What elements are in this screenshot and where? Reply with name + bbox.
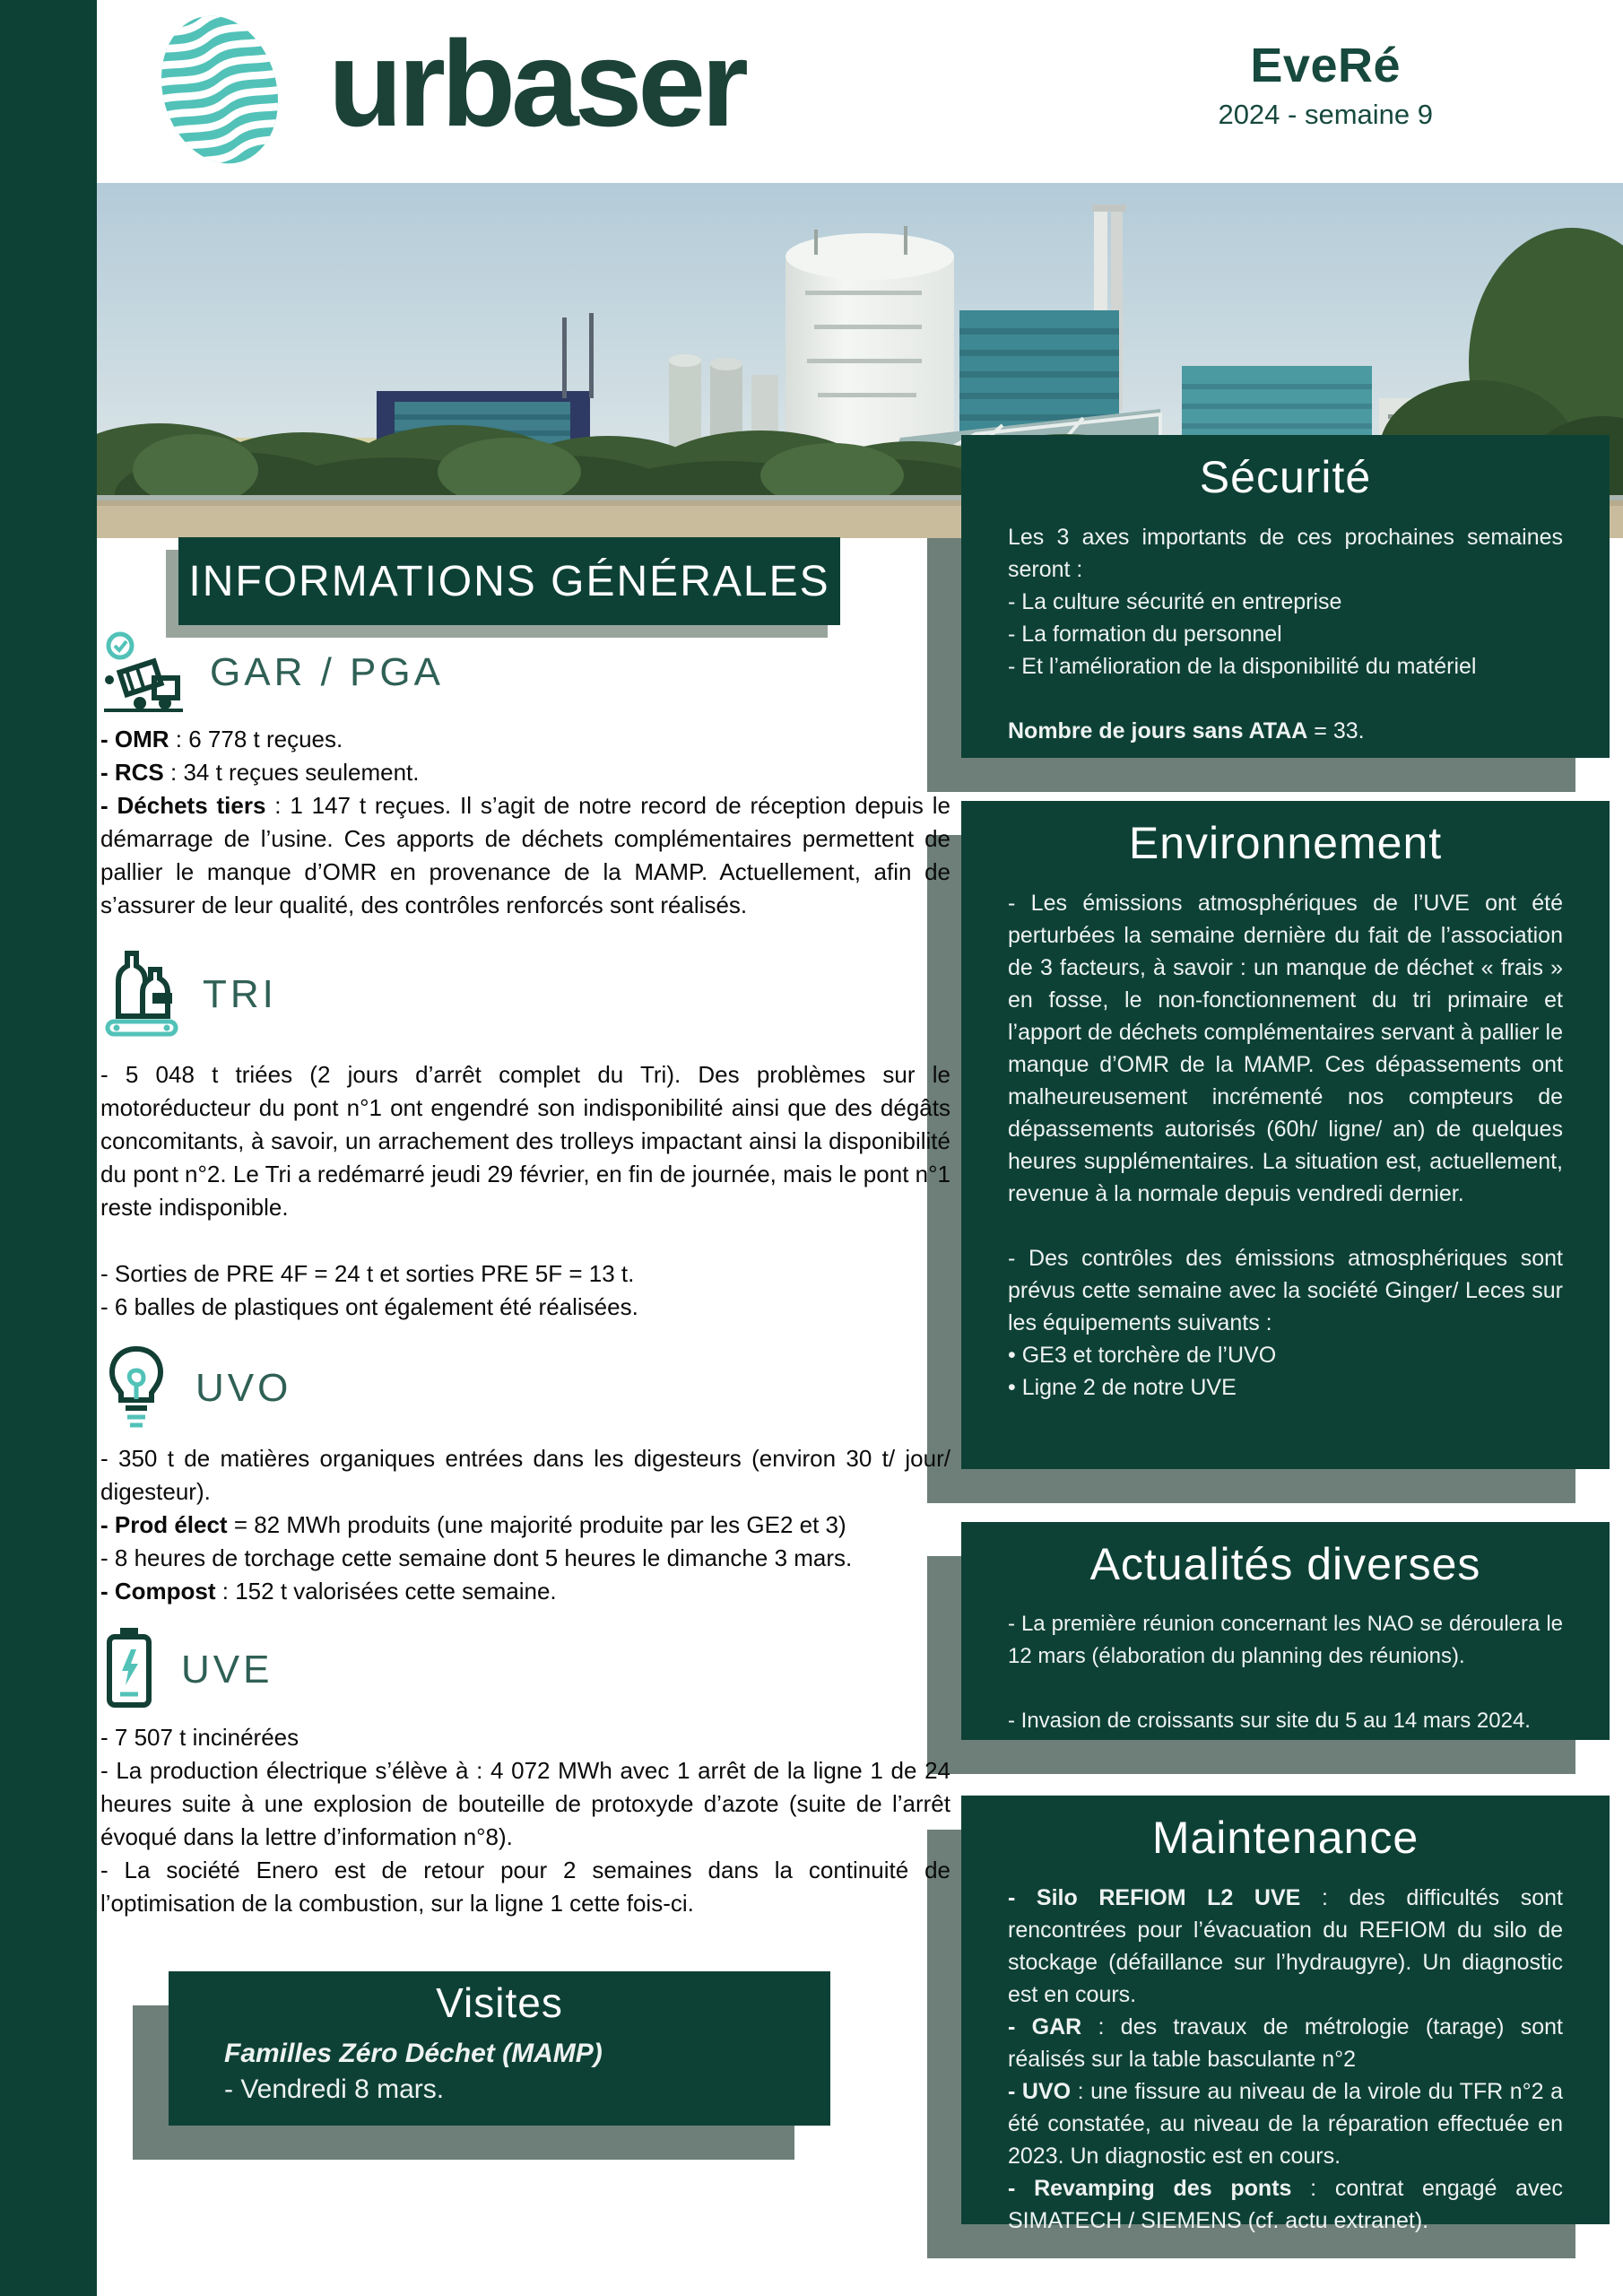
uve-section-title: UVE	[181, 1648, 273, 1692]
securite-title: Sécurité	[1199, 452, 1372, 502]
actualites-item-croissants: - Invasion de croissants sur site du 5 au 14 mars 2024.	[1008, 1709, 1531, 1733]
maintenance-title: Maintenance	[1151, 1813, 1419, 1863]
maintenance-item-uvo: - UVO : une fissure au niveau de la virole du TFR n°2 a été constatée, au niveau de la réparation effectuée en 2023. Un diagnostic est en cours.	[1008, 2079, 1563, 2169]
brand-wordmark: urbaser	[328, 15, 744, 152]
gar-line-omr: - OMR : 6 778 t reçues.	[100, 726, 343, 752]
bulb-leaf-icon	[100, 1344, 172, 1434]
environnement-title: Environnement	[1128, 818, 1443, 868]
tri-line-balles: - 6 balles de plastiques ont également été réalisées.	[100, 1293, 638, 1320]
gar-line-dechets-tiers: - Déchets tiers : 1 147 t reçues. Il s’agit de notre record de réception depuis le démarrage de l’usine. Ces apports de déchets complémentaires permettent de pallier le manque d’OMR en provenance de la MAMP. Actuellement, afin de s’assurer de leur qualité, des contrôles renforcés sont réalisés.	[100, 792, 951, 918]
uve-paragraph-enero: - La société Enero est de retour pour 2 semaines dans la continuité de l’optimisation de la combustion, sur la ligne 1 cette fois-ci.	[100, 1857, 950, 1917]
banner-title: INFORMATIONS GÉNÉRALES	[188, 557, 830, 605]
securite-axis-2: - La formation du personnel	[1008, 622, 1282, 647]
uvo-line-prod: - Prod élect = 82 MWh produits (une majorité produite par les GE2 et 3)	[100, 1511, 846, 1538]
securite-intro: Les 3 axes importants de ces prochaines semaines seront :	[1008, 525, 1563, 582]
actualites-box	[961, 1522, 1610, 1740]
urbaser-globe-icon	[136, 6, 303, 178]
newsletter-title: EveRé	[1250, 39, 1402, 92]
securite-body	[961, 521, 1610, 747]
spacer	[1008, 1210, 1563, 1242]
environnement-box	[961, 801, 1610, 1469]
gar-line-rcs: - RCS : 34 t reçues seulement.	[100, 759, 420, 786]
gar-section-text	[100, 723, 950, 922]
maintenance-box	[961, 1796, 1610, 2233]
uvo-line-torchage: - 8 heures de torchage cette semaine dont 5 heures le dimanche 3 mars.	[100, 1544, 853, 1571]
environnement-body	[961, 887, 1610, 1404]
actualites-item-nao: - La première réunion concernant les NAO se déroulera le 12 mars (élaboration du planning des réunions).	[1008, 1612, 1563, 1668]
maintenance-item-gar: - GAR : des travaux de métrologie (tarage) sont réalisés sur la table basculante n°2	[1008, 2014, 1563, 2072]
uve-section-text	[100, 1721, 950, 1920]
uve-paragraph-production: - La production électrique s’élève à : 4 072 MWh avec 1 arrêt de la ligne 1 de 24 heures suite à une explosion de bouteille de protoxyde d’azote (suite de l’arrêt évoqué dans la lettre d’information n°8).	[100, 1757, 950, 1850]
environnement-bullet-ge3: • GE3 et torchère de l’UVO	[1008, 1343, 1277, 1368]
bottles-icon	[100, 946, 179, 1044]
uvo-section-text	[100, 1442, 950, 1608]
section-banner	[178, 537, 840, 625]
tri-line-pre: - Sorties de PRE 4F = 24 t et sorties PRE 5F = 13 t.	[100, 1260, 635, 1287]
visites-date: - Vendredi 8 mars.	[224, 2074, 445, 2104]
uvo-line-compost: - Compost : 152 t valorisées cette semaine.	[100, 1578, 557, 1605]
newsletter-edition: 2024 - semaine 9	[1218, 99, 1433, 130]
visites-box	[169, 1971, 830, 2126]
environnement-bullet-ligne2: • Ligne 2 de notre UVE	[1008, 1375, 1237, 1400]
uvo-section-title: UVO	[195, 1366, 292, 1410]
environnement-paragraph-controles: - Des contrôles des émissions atmosphériques sont prévus cette semaine avec la société Ginger/ Leces sur les équipements suivants :	[1008, 1246, 1563, 1335]
uve-line-incinerees: - 7 507 t incinérées	[100, 1724, 299, 1751]
actualites-body	[961, 1608, 1610, 1737]
urbaser-logo	[136, 4, 744, 179]
tri-paragraph: - 5 048 t triées (2 jours d’arrêt complet du Tri). Des problèmes sur le motoréducteur du pont n°1 ont engendré son indisponibilité ainsi que des dégâts concomitants, à savoir, un arrachement des trolleys impactant ainsi la disponibilité du pont n°2. Le Tri a redémarré jeudi 29 février, en fin de journée, mais le pont n°1 reste indisponible.	[100, 1061, 950, 1221]
spacer	[1008, 683, 1563, 715]
visites-body	[169, 2036, 830, 2108]
environnement-paragraph-emissions: - Les émissions atmosphériques de l’UVE ont été perturbées la semaine dernière du fait de l’association de 3 facteurs, à savoir : un manque de déchet « frais » en fosse, le non-fonctionnement du tri primaire et l’apport de déchets complémentaires servant à pallier le manque d’OMR de la MAMP. Ces dépassements ont malheureusement incrémenté nos compteurs de dépassements autorisés (60h/ ligne/ an) de quelques heures supplémentaires. La situation est, actuellement, revenue à la normale depuis vendredi dernier.	[1008, 891, 1563, 1206]
securite-box	[961, 435, 1610, 758]
uvo-paragraph: - 350 t de matières organiques entrées dans les digesteurs (environ 30 t/ jour/ digesteur).	[100, 1445, 950, 1505]
general-info-column	[100, 631, 950, 1920]
uvo-section-header	[100, 1345, 950, 1431]
maintenance-body	[961, 1882, 1610, 2237]
visites-title: Visites	[436, 1979, 563, 2026]
tri-section-header	[100, 947, 950, 1042]
securite-axis-3: - Et l’amélioration de la disponibilité du matériel	[1008, 654, 1477, 679]
gar-section-header	[100, 631, 950, 714]
spacer	[100, 1224, 950, 1257]
left-accent-strip	[0, 0, 97, 2296]
battery-bolt-icon	[100, 1626, 158, 1715]
garbage-truck-icon	[100, 630, 187, 717]
visites-event: Familles Zéro Déchet (MAMP)	[224, 2039, 603, 2068]
securite-axis-1: - La culture sécurité en entreprise	[1008, 589, 1342, 614]
securite-ataa-counter: Nombre de jours sans ATAA = 33.	[1008, 718, 1365, 744]
uve-section-header	[100, 1628, 950, 1712]
actualites-title: Actualités diverses	[1089, 1539, 1481, 1589]
tri-section-text	[100, 1058, 950, 1324]
maintenance-item-silo: - Silo REFIOM L2 UVE : des difficultés sont rencontrées pour l’évacuation du REFIOM du silo de stockage (défaillance sur l’hydraugyre). Un diagnostic est en cours.	[1008, 1885, 1563, 2007]
maintenance-item-revamping: - Revamping des ponts : contrat engagé avec SIMATECH / SIEMENS (cf. actu extranet).	[1008, 2176, 1563, 2233]
tri-section-title: TRI	[203, 972, 277, 1016]
masthead	[1218, 38, 1433, 131]
spacer	[1008, 1673, 1563, 1705]
gar-section-title: GAR / PGA	[210, 650, 444, 694]
